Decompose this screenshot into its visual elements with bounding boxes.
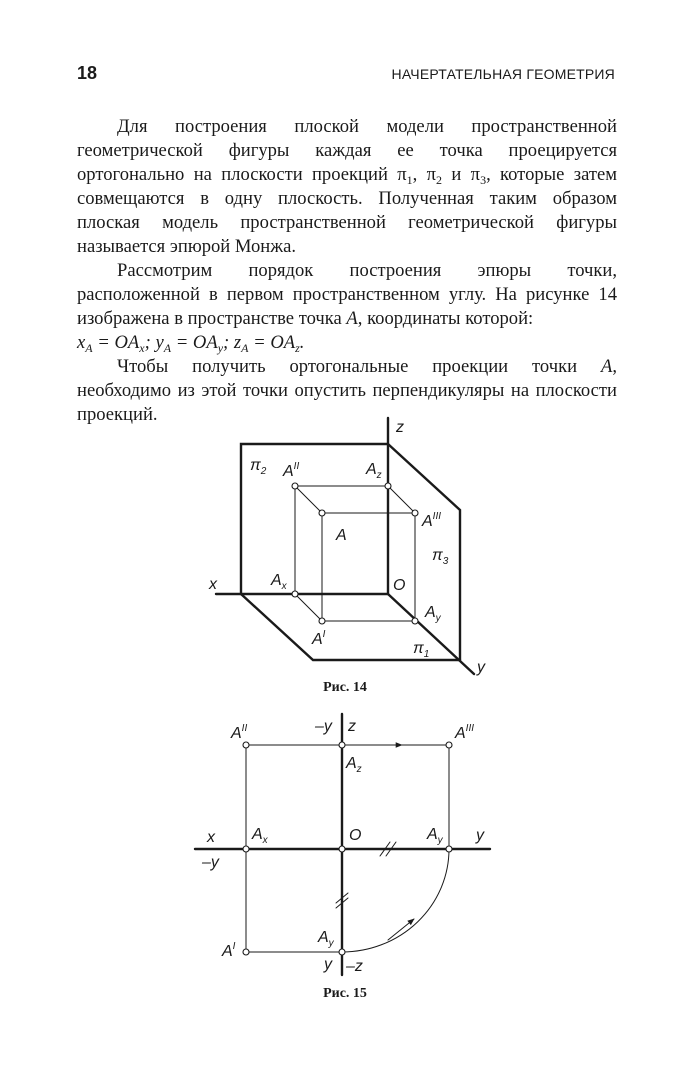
page-header xyxy=(77,63,615,89)
label-pi3: $\pi_3$ xyxy=(432,547,449,567)
figure-14 xyxy=(0,410,690,680)
label-origin: O xyxy=(349,827,362,844)
label-a2: $A^{II}$ xyxy=(283,461,300,480)
paragraph-1-text: Для построения плоской модели пространственной геометрической фигуры каждая ее точка проецируется ортогонально на плоскости проекций xyxy=(77,116,617,185)
point-ay-marker xyxy=(412,618,418,624)
paragraph-2-text: Рассмотрим порядок построения эпюры точки, расположенной в первом пространственном углу. На рисунке 14 изображена в пространстве точка xyxy=(77,260,617,329)
pi3-symbol: $\pi_3$ xyxy=(470,164,487,187)
pi1-symbol: $\pi_1$ xyxy=(397,164,413,187)
label-a: A xyxy=(336,527,347,544)
figure-15-drawing xyxy=(0,708,690,978)
label-ay-bottom: $A_y$ xyxy=(318,929,334,949)
coordinate-formula: $x_A = OA_x$; $y_A = OA_y$; $z_A = OA_z$. xyxy=(77,332,305,355)
point-ay-right-marker xyxy=(446,846,452,852)
label-y-right: y xyxy=(476,827,484,844)
page-number: 18 xyxy=(77,63,98,83)
figure-14-drawing xyxy=(0,410,690,680)
conjunction-and: и xyxy=(451,164,462,185)
label-neg-z: –z xyxy=(346,958,363,975)
label-y-bottom: y xyxy=(324,956,332,973)
label-ay: $A_y$ xyxy=(425,604,441,624)
label-a1: $A^I$ xyxy=(312,629,326,648)
point-a: A xyxy=(346,308,358,329)
point-origin-marker xyxy=(339,846,345,852)
paragraph-3-text: Чтобы получить ортогональные проекции точки xyxy=(117,356,578,377)
comma-1: , xyxy=(412,164,418,185)
label-az: $A_z$ xyxy=(346,755,362,775)
paragraph-2-tail: , координаты которой: xyxy=(357,308,534,329)
label-pi2: $\pi_2$ xyxy=(250,457,267,477)
line-a2-a xyxy=(295,486,322,513)
paragraph-1-tail: , которые затем совмещаются в одну плоскость. Полученная таким образом плоская модель пространственной геометрической фигуры называется эпюрой Монжа. xyxy=(77,164,618,257)
figure-15 xyxy=(0,708,690,978)
arc-arrow-segment xyxy=(388,919,414,940)
label-neg-y-left: –y xyxy=(202,854,219,871)
label-pi1: $\pi_1$ xyxy=(413,640,430,660)
label-ax: $A_x$ xyxy=(271,572,287,592)
paragraph-2 xyxy=(77,259,617,355)
point-a1-marker xyxy=(243,949,249,955)
paragraph-3-tail: , необходимо из этой точки опустить перпендикуляры на плоскости проекций. xyxy=(77,356,617,425)
paragraph-1 xyxy=(77,115,617,259)
point-a2-marker xyxy=(292,483,298,489)
point-az-marker xyxy=(339,742,345,748)
point-a1-marker xyxy=(319,618,325,624)
label-a2: $A^{II}$ xyxy=(231,723,248,742)
figure-14-caption: Рис. 14 xyxy=(323,680,367,695)
line-ax-a1 xyxy=(295,594,322,621)
point-ay-bottom-marker xyxy=(339,949,345,955)
label-z: z xyxy=(396,419,404,436)
point-ax-marker xyxy=(292,591,298,597)
figure-15-caption: Рис. 15 xyxy=(323,986,367,1001)
point-a3-marker xyxy=(446,742,452,748)
label-neg-y-top: –y xyxy=(315,718,332,735)
label-a3: $A^{III}$ xyxy=(455,723,475,742)
label-x: x xyxy=(207,829,215,846)
arc-transfer xyxy=(342,849,449,952)
label-a1: $A^I$ xyxy=(222,941,236,960)
label-az: $A_z$ xyxy=(366,461,382,481)
label-a3: $A^{III}$ xyxy=(422,511,442,530)
label-y: y xyxy=(477,659,485,676)
body-text xyxy=(77,115,617,427)
label-origin: O xyxy=(393,577,406,594)
point-ax-marker xyxy=(243,846,249,852)
label-z: z xyxy=(348,718,356,735)
label-ay-right: $A_y$ xyxy=(427,826,443,846)
point-a2-marker xyxy=(243,742,249,748)
running-title: НАЧЕРТАТЕЛЬНАЯ ГЕОМЕТРИЯ xyxy=(391,66,615,82)
label-x: x xyxy=(209,576,217,593)
line-az-a3 xyxy=(388,486,415,513)
pi2-symbol: $\pi_2$ xyxy=(426,164,443,187)
point-a-2: A xyxy=(600,356,613,377)
point-az-marker xyxy=(385,483,391,489)
point-a3-marker xyxy=(412,510,418,516)
point-a-marker xyxy=(319,510,325,516)
label-ax: $A_x$ xyxy=(252,826,268,846)
